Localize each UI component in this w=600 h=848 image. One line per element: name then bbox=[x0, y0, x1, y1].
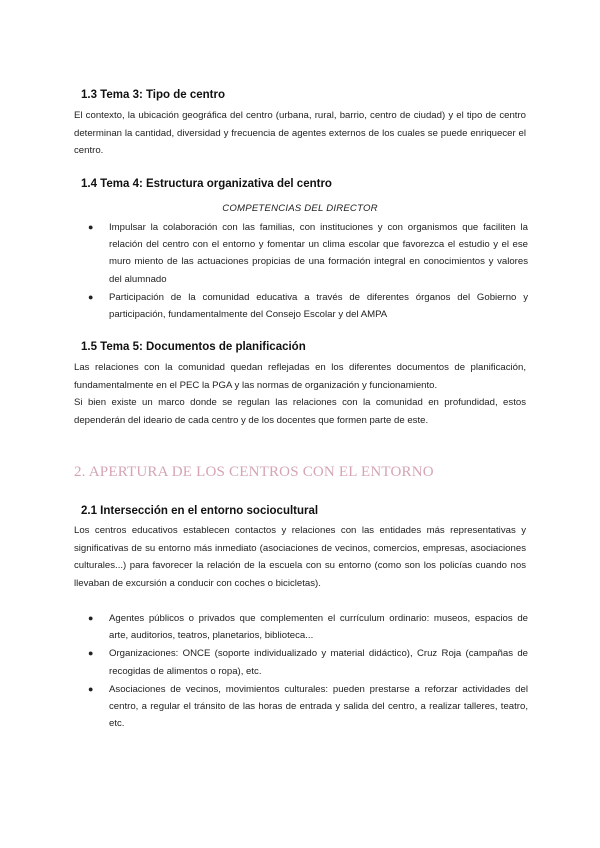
section-2-heading: 2. APERTURA DE LOS CENTROS CON EL ENTORNO bbox=[74, 464, 434, 480]
bullet-icon: ● bbox=[88, 222, 94, 232]
bullet-icon: ● bbox=[88, 648, 94, 659]
section-1-5-paragraph-1: Las relaciones con la comunidad quedan reflejadas en los diferentes documentos de planificación, fundamentalmente en el PEC la PGA y las normas de organización y funcionamiento. bbox=[74, 362, 526, 391]
list-item bbox=[88, 681, 528, 733]
bullet-icon: ● bbox=[88, 291, 94, 302]
section-1-5-heading: 1.5 Tema 5: Documentos de planificación bbox=[81, 341, 306, 353]
section-1-3-paragraph: El contexto, la ubicación geográfica del centro (urbana, rural, barrio, centro de ciudad) y el tipo de centro determinan la cantidad, diversidad y frecuencia de agentes externos de los cuales se puede enriquecer el centro. bbox=[74, 110, 526, 157]
list-item-text: Agentes públicos o privados que complementen el currículum ordinario: museos, espacios de arte, auditorios, teatros, planetarios, biblioteca... bbox=[109, 613, 528, 642]
list-item-text: Impulsar la colaboración con las familias, con instituciones y con organismos que faciliten la relación del centro con el entorno y fomentar un clima escolar que favorezca el estudio y el ese muro miento de las actuaciones propicias de una formación integral en conocimientos y valores del alumnado bbox=[109, 222, 528, 285]
bullet-icon: ● bbox=[88, 613, 94, 623]
list-item bbox=[88, 289, 528, 323]
section-1-5-paragraph-2: Si bien existe un marco donde se regulan las relaciones con la comunidad en profundidad, estos dependerán del ideario de cada centro y de los docentes que formen parte de este. bbox=[74, 397, 526, 426]
list-item-text: Organizaciones: ONCE (soporte individualizado y material didáctico), Cruz Roja (campañas de recogidas de alimentos o ropa), etc. bbox=[109, 648, 528, 677]
section-1-4-heading: 1.4 Tema 4: Estructura organizativa del centro bbox=[81, 178, 332, 190]
section-2-1-paragraph: Los centros educativos establecen contactos y relaciones con las entidades más representativas y significativas de su entorno más inmediato (asociaciones de vecinos, comercios, empresas, asociaciones culturales...) para favorecer la relación de la escuela con su entorno (como son los policías cuando nos llevaban de excursión a conducir con coches o bicicletas). bbox=[74, 525, 526, 589]
list-item bbox=[88, 219, 528, 288]
list-item-text: Asociaciones de vecinos, movimientos culturales: pueden prestarse a reforzar actividades del centro, a regular el tránsito de las horas de entrada y salida del centro, a realizar talleres, teatro, etc. bbox=[109, 683, 528, 730]
section-1-3-heading: 1.3 Tema 3: Tipo de centro bbox=[81, 89, 226, 101]
entorno-list bbox=[88, 610, 528, 733]
list-item-text: Participación de la comunidad educativa a través de diferentes órganos del Gobierno y participación, fundamentalmente del Consejo Escolar y del AMPA bbox=[109, 291, 528, 321]
section-2-1-heading: 2.1 Intersección en el entorno sociocultural bbox=[81, 505, 319, 517]
list-item bbox=[88, 610, 528, 644]
competencias-list bbox=[88, 219, 528, 324]
competencias-subtitle: COMPETENCIAS DEL DIRECTOR bbox=[222, 203, 378, 214]
bullet-icon: ● bbox=[88, 683, 94, 694]
list-item bbox=[88, 645, 528, 679]
